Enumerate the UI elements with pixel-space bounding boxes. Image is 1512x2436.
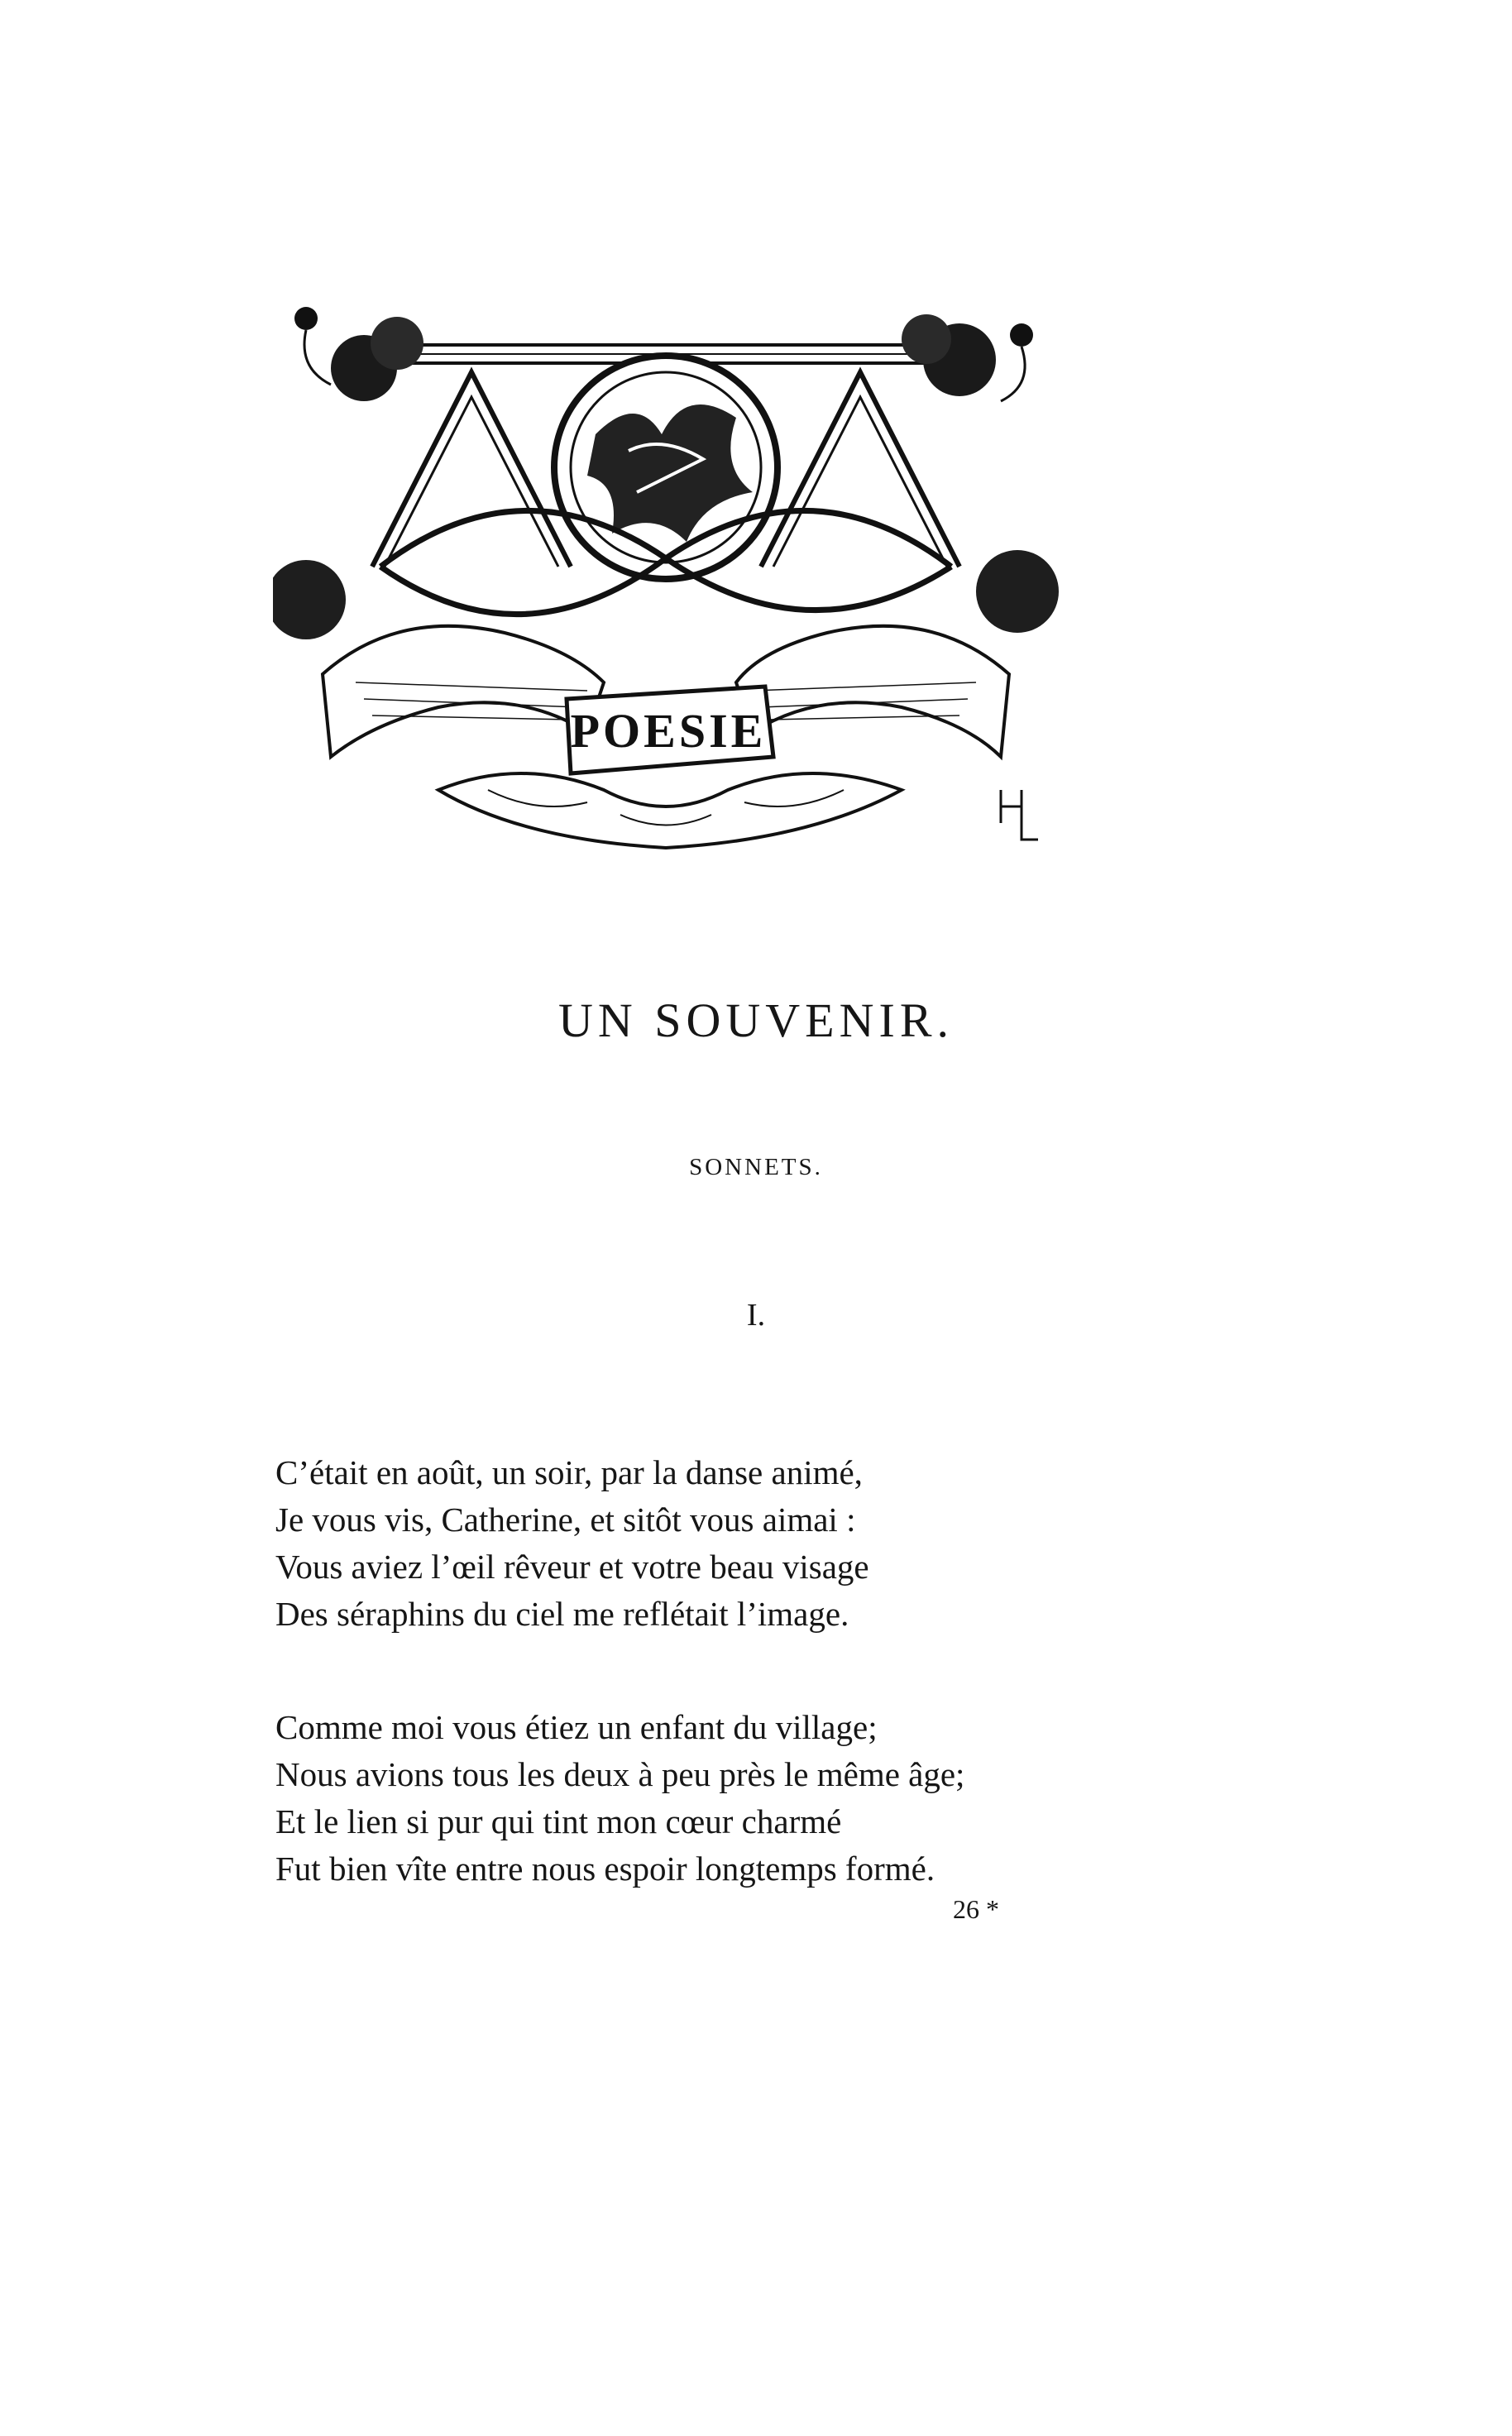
stanza-2 <box>275 1704 1103 1893</box>
verse-line: Des séraphins du ciel me reflétait l’image. <box>275 1595 849 1633</box>
vignette-bud-left <box>294 307 318 330</box>
verse-line: Et le lien si pur qui tint mon cœur charmé <box>275 1802 842 1840</box>
verse-line: Je vous vis, Catherine, et sitôt vous aimai : <box>275 1500 856 1539</box>
page-title: UN SOUVENIR. <box>558 993 954 1047</box>
vignette-foliage-right <box>976 550 1059 633</box>
verse-line: Comme moi vous étiez un enfant du village; <box>275 1708 878 1746</box>
vignette-foliage-top-left-2 <box>371 317 423 370</box>
vignette-ribbon-right <box>736 626 1009 757</box>
verse-line: Nous avions tous les deux à peu près le même âge; <box>275 1755 965 1793</box>
vignette-ribbon-left <box>323 626 604 757</box>
stanza-1 <box>275 1449 1103 1638</box>
verse-line: Vous aviez l’œil rêveur et votre beau visage <box>275 1548 869 1586</box>
vignette-banner-text: POESIE <box>570 704 767 758</box>
vignette-right-arch <box>761 372 959 567</box>
vignette-illustration <box>273 294 1059 856</box>
page-subtitle: SONNETS. <box>689 1154 823 1180</box>
vignette-left-arch <box>372 372 571 567</box>
vignette-acanthus <box>438 773 902 848</box>
verse-line: Fut bien vîte entre nous espoir longtemps formé. <box>275 1850 935 1888</box>
vignette-bud-right-stem <box>1001 347 1025 401</box>
vignette-bud-right <box>1010 323 1033 347</box>
ornamental-vignette <box>273 294 1059 856</box>
page-number: 26 * <box>953 1894 999 1924</box>
vignette-foliage-left <box>273 560 346 639</box>
section-number: I. <box>746 1298 766 1333</box>
vignette-left-arch-inner <box>385 397 558 567</box>
vignette-monogram <box>1001 790 1038 840</box>
verse-line: C’était en août, un soir, par la danse animé, <box>275 1453 863 1491</box>
vignette-right-arch-inner <box>773 397 947 567</box>
vignette-bud-left-stem <box>304 330 331 385</box>
vignette-foliage-top-right-2 <box>902 314 951 364</box>
